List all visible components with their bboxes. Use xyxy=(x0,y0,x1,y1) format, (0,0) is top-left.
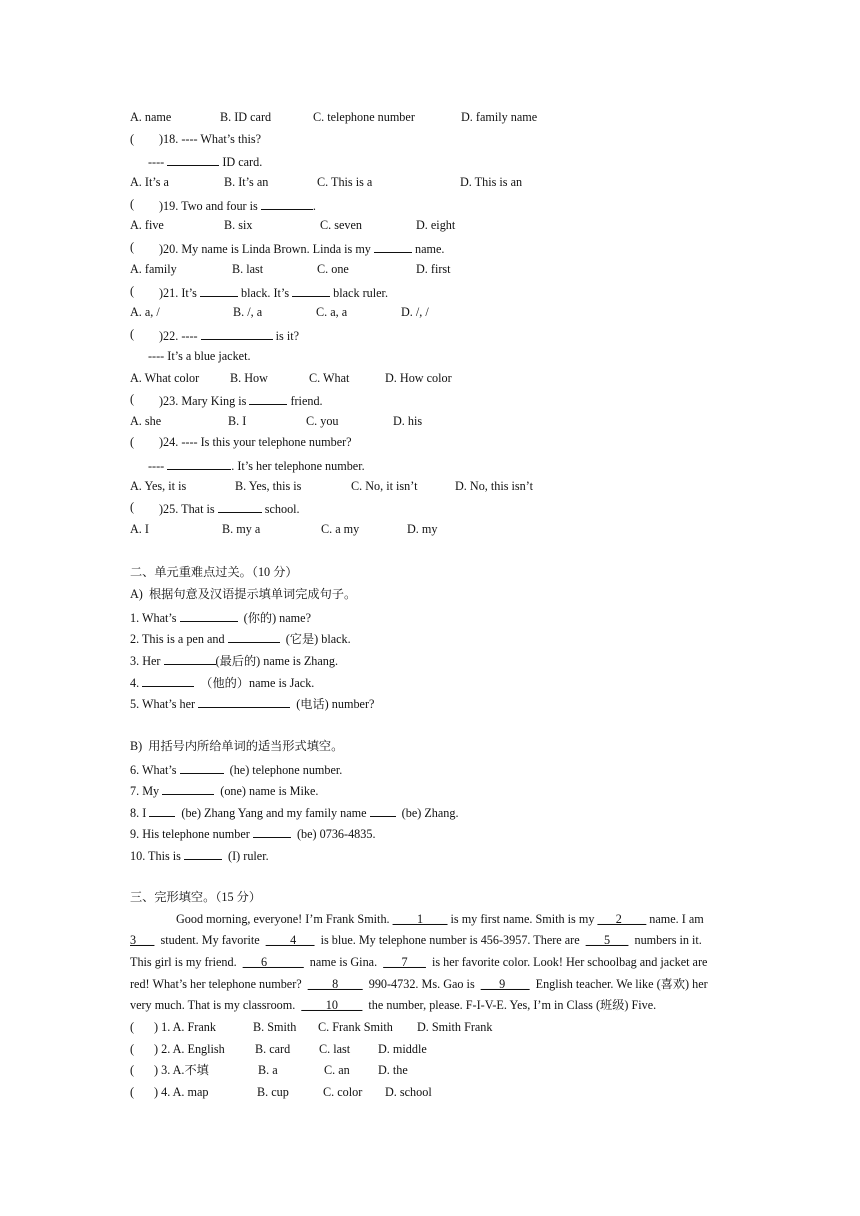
q20-blank xyxy=(374,241,412,253)
cloze-q3-option-b: B. a xyxy=(258,1063,278,1077)
sentence-8: 8. I (be) Zhang Yang and my family name (be) Zhang. xyxy=(130,806,459,820)
cloze-q1-paren: ( xyxy=(130,1020,135,1034)
q19-option-c: C. seven xyxy=(320,218,362,232)
cloze-q2-option-d: D. middle xyxy=(378,1042,427,1056)
q21-option-a: A. a, / xyxy=(130,305,160,319)
cloze-q3-paren: ( xyxy=(130,1063,135,1077)
sentence-3-blank xyxy=(164,653,216,665)
q23-option-b: B. I xyxy=(228,414,247,428)
cloze-q1-option-b: B. Smith xyxy=(253,1020,297,1034)
sentence-6-blank xyxy=(180,762,224,774)
q17-option-c: C. telephone number xyxy=(313,110,415,124)
q19-option-a: A. five xyxy=(130,218,164,232)
q24-question: )24. ---- Is this your telephone number? xyxy=(159,435,352,449)
cloze-q4-option-b: B. cup xyxy=(257,1085,289,1099)
q22-option-b: B. How xyxy=(230,371,268,385)
sentence-5: 5. What’s her (电话) number? xyxy=(130,697,375,711)
q25-option-c: C. a my xyxy=(321,522,360,536)
section-2b-heading: B) 用括号内所给单词的适当形式填空。 xyxy=(130,739,344,753)
cloze-line-4: red! What’s her telephone number? ____8____ 990-4732. Ms. Gao is ___9____ English teacher. We like (喜欢) her xyxy=(130,977,708,991)
q22-option-a: A. What color xyxy=(130,371,200,385)
cloze-line-2: 3___ student. My favorite ____4___ is blue. My telephone number is 456-3957. There are ___5___ numbers in it. xyxy=(130,933,702,947)
q17-option-a: A. name xyxy=(130,110,172,124)
q19-option-b: B. six xyxy=(224,218,253,232)
sentence-2: 2. This is a pen and (它是) black. xyxy=(130,632,351,646)
q22-paren: ( xyxy=(130,327,135,341)
q21-option-d: D. /, / xyxy=(401,305,429,319)
q19-question: )19. Two and four is . xyxy=(159,199,316,213)
cloze-blank-4: ____4___ xyxy=(265,933,315,947)
q18-blank xyxy=(167,154,219,166)
cloze-q4: ) 4. A. map xyxy=(154,1085,209,1099)
sentence-8-blank-1 xyxy=(149,805,175,817)
cloze-q1-option-c: C. Frank Smith xyxy=(318,1020,393,1034)
q25-paren: ( xyxy=(130,500,135,514)
q22-blank xyxy=(201,328,273,340)
sentence-4: 4. （他的）name is Jack. xyxy=(130,676,315,690)
q20-option-b: B. last xyxy=(232,262,264,276)
q25-option-b: B. my a xyxy=(222,522,261,536)
sentence-9: 9. His telephone number (be) 0736-4835. xyxy=(130,827,376,841)
sentence-1-blank xyxy=(180,610,238,622)
q21-paren: ( xyxy=(130,284,135,298)
cloze-blank-3: 3___ xyxy=(130,933,155,947)
q23-question: )23. Mary King is friend. xyxy=(159,394,323,408)
q20-question: )20. My name is Linda Brown. Linda is my name. xyxy=(159,242,445,256)
cloze-blank-10: ____10____ xyxy=(301,998,363,1012)
q25-question: )25. That is school. xyxy=(159,502,300,516)
cloze-q3: ) 3. A.不填 xyxy=(154,1063,209,1077)
sentence-7-blank xyxy=(162,783,214,795)
cloze-line-1: Good morning, everyone! I’m Frank Smith. ____1____ is my first name. Smith is my ___2____ name. I am xyxy=(176,912,704,926)
sentence-1: 1. What’s (你的) name? xyxy=(130,611,311,625)
q18-question: )18. ---- What’s this? xyxy=(159,132,261,146)
q18-option-c: C. This is a xyxy=(317,175,373,189)
q22-option-d: D. How color xyxy=(385,371,452,385)
q22-question: )22. ---- is it? xyxy=(159,329,300,343)
cloze-q3-option-d: D. the xyxy=(378,1063,408,1077)
cloze-line-3: This girl is my friend. ___6______ name is Gina. ___7___ is her favorite color. Look! Her schoolbag and jacket are xyxy=(130,955,708,969)
q19-option-d: D. eight xyxy=(416,218,456,232)
cloze-blank-9: ___9____ xyxy=(480,977,530,991)
q19-paren: ( xyxy=(130,197,135,211)
q21-blank-1 xyxy=(200,285,238,297)
cloze-q4-option-c: C. color xyxy=(323,1085,363,1099)
q21-option-b: B. /, a xyxy=(233,305,263,319)
sentence-6: 6. What’s (he) telephone number. xyxy=(130,763,343,777)
sentence-7: 7. My (one) name is Mike. xyxy=(130,784,319,798)
cloze-blank-7: ___7___ xyxy=(383,955,426,969)
sentence-10-blank xyxy=(184,848,222,860)
q20-paren: ( xyxy=(130,240,135,254)
q22-sub: ---- It’s a blue jacket. xyxy=(148,349,251,363)
cloze-blank-8: ____8____ xyxy=(307,977,363,991)
sentence-3: 3. Her (最后的) name is Zhang. xyxy=(130,654,339,668)
cloze-q3-option-c: C. an xyxy=(324,1063,350,1077)
sentence-2-blank xyxy=(228,631,280,643)
q24-sub: ---- . It’s her telephone number. xyxy=(148,459,365,473)
q18-paren: ( xyxy=(130,132,135,146)
q25-option-a: A. I xyxy=(130,522,149,536)
q23-paren: ( xyxy=(130,392,135,406)
cloze-q1-option-d: D. Smith Frank xyxy=(417,1020,493,1034)
section-2-heading: 二、单元重难点过关。（10 分） xyxy=(130,565,298,579)
cloze-q2-paren: ( xyxy=(130,1042,135,1056)
q23-option-a: A. she xyxy=(130,414,162,428)
cloze-q2: ) 2. A. English xyxy=(154,1042,225,1056)
q22-option-c: C. What xyxy=(309,371,350,385)
q19-blank xyxy=(261,198,313,210)
q23-blank xyxy=(249,393,287,405)
cloze-q4-paren: ( xyxy=(130,1085,135,1099)
q18-option-b: B. It’s an xyxy=(224,175,269,189)
q20-option-d: D. first xyxy=(416,262,451,276)
q23-option-d: D. his xyxy=(393,414,423,428)
q23-option-c: C. you xyxy=(306,414,339,428)
q17-option-d: D. family name xyxy=(461,110,538,124)
cloze-q4-option-d: D. school xyxy=(385,1085,432,1099)
q24-option-c: C. No, it isn’t xyxy=(351,479,418,493)
cloze-q1: ) 1. A. Frank xyxy=(154,1020,216,1034)
cloze-q2-option-c: C. last xyxy=(319,1042,351,1056)
q18-option-a: A. It’s a xyxy=(130,175,169,189)
q24-option-d: D. No, this isn’t xyxy=(455,479,533,493)
q24-option-a: A. Yes, it is xyxy=(130,479,187,493)
sentence-8-blank-2 xyxy=(370,805,396,817)
q21-option-c: C. a, a xyxy=(316,305,348,319)
q25-option-d: D. my xyxy=(407,522,438,536)
q24-paren: ( xyxy=(130,435,135,449)
cloze-blank-5: ___5___ xyxy=(585,933,629,947)
cloze-blank-6: ___6______ xyxy=(242,955,304,969)
cloze-blank-1: ____1____ xyxy=(392,912,448,926)
section-3-heading: 三、完形填空。（15 分） xyxy=(130,890,262,904)
q21-question: )21. It’s black. It’s black ruler. xyxy=(159,286,388,300)
cloze-line-5: very much. That is my classroom. ____10____ the number, please. F-I-V-E. Yes, I’m in Class (班级) Five. xyxy=(130,998,657,1012)
q18-sub: ---- ID card. xyxy=(148,155,263,169)
q21-blank-2 xyxy=(292,285,330,297)
q17-option-b: B. ID card xyxy=(220,110,272,124)
section-2a-heading: A) 根据句意及汉语提示填单词完成句子。 xyxy=(130,587,357,601)
q20-option-c: C. one xyxy=(317,262,349,276)
q20-option-a: A. family xyxy=(130,262,177,276)
sentence-5-blank xyxy=(198,696,290,708)
cloze-blank-2: ___2____ xyxy=(597,912,647,926)
q25-blank xyxy=(218,501,262,513)
q24-blank xyxy=(167,458,231,470)
sentence-10: 10. This is (I) ruler. xyxy=(130,849,269,863)
q18-option-d: D. This is an xyxy=(460,175,523,189)
q24-option-b: B. Yes, this is xyxy=(235,479,302,493)
sentence-9-blank xyxy=(253,826,291,838)
sentence-4-blank xyxy=(142,675,194,687)
cloze-q2-option-b: B. card xyxy=(255,1042,291,1056)
